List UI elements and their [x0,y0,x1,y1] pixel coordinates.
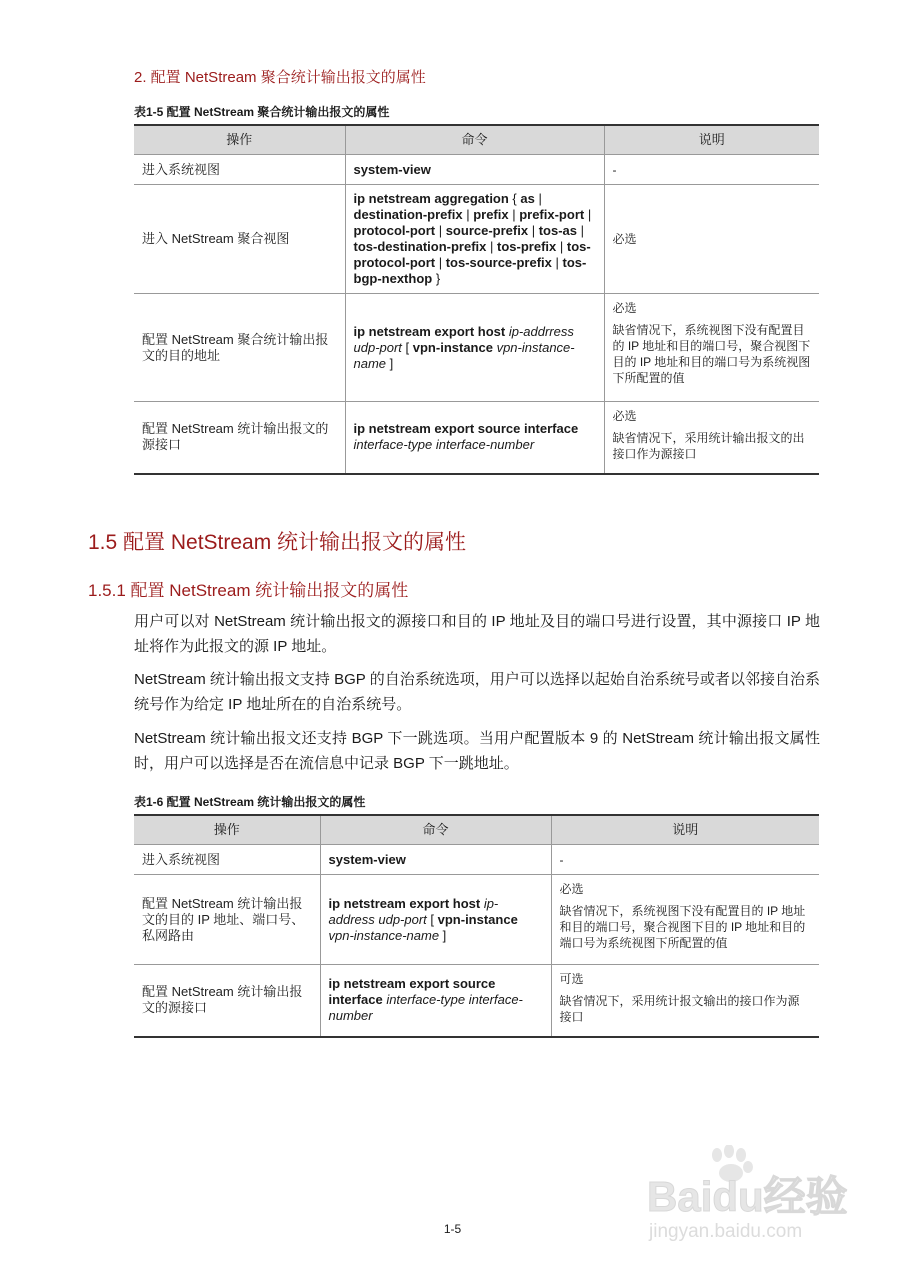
command-syntax: | [528,223,539,238]
description-line: 缺省情况下，系统视图下没有配置目的 IP 地址和目的端口号，聚合视图下目的 IP 地址和目的端口号为系统视图下所配置的值 [612,323,811,385]
command-syntax: | [435,255,446,270]
command-argument: vpn-instance-name [353,339,575,371]
command-keyword: tos-source-prefix [445,255,552,270]
paragraph: NetStream 统计输出报文支持 BGP 的自治系统选项，用户可以选择以起始自治系统号或者以邻接自治系统号作为给定 IP 地址所在的自治系统号。 [134,671,820,713]
command-syntax: ] [439,927,447,943]
operation-cell: 进入系统视图 [134,845,320,875]
description-cell [604,155,819,185]
command-keyword: source-prefix [445,223,529,238]
command-argument: interface-type interface-number [353,437,535,453]
section-2-title: 2. 配置 NetStream 聚合统计输出报文的属性 [134,69,426,86]
operation-cell: 配置 NetStream 统计输出报文的目的 IP 地址、端口号、私网路由 [134,875,320,965]
command-keyword: vpn-instance [437,911,518,927]
header-operation: 操作 [134,815,320,845]
command-cell [345,402,604,474]
watermark-url: jingyan.baidu.com [649,1221,803,1242]
command-syntax: | [576,223,584,238]
table-row [134,155,819,185]
description-line: 可选 [559,972,584,986]
description-cell [604,294,819,402]
command-argument: ip-address udp-port [328,895,499,927]
table-1-6-caption: 表1-6 配置 NetStream 统计输出报文的属性 [134,795,366,809]
command-keyword: prefix [473,207,509,222]
table-1-5 [134,124,819,475]
command-keyword: system-view [353,161,431,177]
command-cell [320,965,551,1037]
header-description: 说明 [551,815,819,845]
operation-cell: 配置 NetStream 统计输出报文的源接口 [134,965,320,1037]
command-syntax: [ [426,911,438,927]
description-line: - [559,852,564,867]
description-cell [604,402,819,474]
header-command: 命令 [345,125,604,155]
description-line: 缺省情况下，系统视图下没有配置目的 IP 地址和目的端口号，聚合视图下目的 IP 地址和目的端口号为系统视图下所配置的值 [559,904,806,950]
watermark-logo-text: Baidu经验 [647,1173,848,1220]
command-keyword: ip netstream export source interface [328,976,496,1008]
operation-cell: 配置 NetStream 统计输出报文的源接口 [134,402,345,474]
table-row [134,845,819,875]
command-syntax: | [508,207,520,222]
command-syntax: | [534,191,542,206]
table-row [134,294,819,402]
command-syntax: { [508,191,521,206]
command-keyword: ip netstream aggregation [353,191,509,206]
command-argument: vpn-instance-name [328,927,440,943]
table-1-6 [134,814,819,1038]
table-header-row [134,815,819,845]
operation-cell: 进入系统视图 [134,155,345,185]
command-keyword: tos-bgp-nexthop [353,255,587,286]
header-command: 命令 [320,815,551,845]
page-number: 1-5 [443,1222,462,1236]
command-keyword: ip netstream export host [328,895,481,911]
command-keyword: system-view [328,851,406,867]
description-line: 缺省情况下，采用统计报文输出的接口作为源接口 [559,994,800,1024]
command-cell [320,845,551,875]
command-argument: interface-type interface-number [328,992,523,1024]
table-row [134,185,819,294]
command-keyword: prefix-port [519,207,585,222]
command-cell [345,155,604,185]
command-keyword: tos-protocol-port [353,239,591,270]
command-syntax: } [432,271,441,286]
operation-cell: 进入 NetStream 聚合视图 [134,185,345,294]
paragraph: NetStream 统计输出报文还支持 BGP 下一跳选项。当用户配置版本 9 的 NetStream 统计输出报文属性时，用户可以选择是否在流信息中记录 BGP 下一跳地址。 [134,730,820,772]
header-operation: 操作 [134,125,345,155]
description-line: 必选 [559,882,584,896]
table-row [134,965,819,1037]
command-keyword: vpn-instance [412,339,493,355]
operation-cell: 配置 NetStream 聚合统计输出报文的目的地址 [134,294,345,402]
description-line: 必选 [612,409,637,423]
command-keyword: protocol-port [353,223,436,238]
description-cell [551,965,819,1037]
command-cell [320,875,551,965]
description-cell [551,875,819,965]
command-keyword: as [520,191,535,206]
command-cell [345,185,604,294]
command-keyword: tos-destination-prefix [353,239,487,254]
command-keyword: tos-prefix [497,239,557,254]
command-syntax: ] [386,355,394,371]
command-keyword: tos-as [538,223,577,238]
section-1-5-1-heading: 1.5.1 配置 NetStream 统计输出报文的属性 [88,581,409,600]
table-header-row [134,125,819,155]
command-syntax: | [584,207,592,222]
command-syntax: | [486,239,498,254]
description-line: - [612,162,617,177]
description-line: 必选 [612,232,637,246]
command-cell [345,294,604,402]
command-syntax: | [462,207,474,222]
command-syntax: | [551,255,563,270]
table-row [134,402,819,474]
command-keyword: ip netstream export host [353,323,506,339]
table-row [134,875,819,965]
description-line: 必选 [612,301,637,315]
paragraph: 用户可以对 NetStream 统计输出报文的源接口和目的 IP 地址及目的端口号进行设置，其中源接口 IP 地址将作为此报文的源 IP 地址。 [134,613,820,655]
command-keyword: destination-prefix [353,207,463,222]
table-1-5-caption: 表1-5 配置 NetStream 聚合统计输出报文的属性 [134,105,390,119]
description-cell [551,845,819,875]
header-description: 说明 [604,125,819,155]
command-syntax: | [435,223,446,238]
description-cell [604,185,819,294]
command-argument: ip-addrress udp-port [353,323,574,355]
command-syntax: [ [401,339,413,355]
command-keyword: ip netstream export source interface [353,421,579,437]
section-1-5-heading: 1.5 配置 NetStream 统计输出报文的属性 [88,531,467,554]
description-line: 缺省情况下，采用统计输出报文的出接口作为源接口 [612,431,805,461]
command-syntax: | [556,239,567,254]
